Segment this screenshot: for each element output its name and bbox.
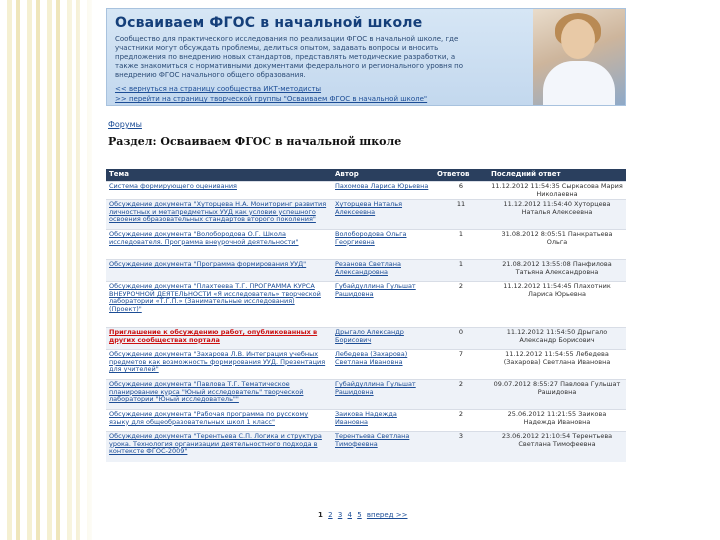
- last-reply-info: 11.12.2012 11:54:50 Дрыгало Александр Борисович: [506, 328, 608, 344]
- replies-count: 6: [458, 182, 464, 190]
- author-cell: [332, 380, 434, 410]
- photo-face: [561, 19, 595, 59]
- replies-count: 11: [456, 200, 466, 209]
- author-cell: [332, 432, 434, 462]
- author-cell: [332, 350, 434, 380]
- group-page-link[interactable]: >> перейти на страницу творческой группы "Осваиваем ФГОС в начальной школе": [115, 95, 428, 103]
- topic-link[interactable]: Обсуждение документа "Рабочая программа по русскому языку для общеобразовательных школ 1 класс": [109, 410, 309, 426]
- topic-link[interactable]: Обсуждение документа "Волобородова О.Г. Школа исследователя. Программа внеурочной деятельности": [109, 230, 299, 246]
- header-topic: Тема: [106, 169, 332, 182]
- community-banner: [106, 8, 626, 106]
- replies-cell: [434, 328, 488, 350]
- author-link[interactable]: Терентьева Светлана Тимофеевна: [335, 432, 410, 448]
- banner-description: Сообщество для практического исследования по реализации ФГОС в начальной школе, где участники могут обсуждать проблемы, делиться опытом, задавать вопросы и вносить предложения по внедрению новых стандартов, представлять методические разработки, а также знакомиться с нормативными документами федерального и регионального уровня по внедрению ФГОС начального общего образования.: [115, 35, 464, 79]
- topic-cell: [106, 328, 332, 350]
- topic-link[interactable]: Обсуждение документа "Хуторцева Н.А. Мониторинг развития личностных и метапредметных УУД как условие успешного освоения образовательных стандартов второго поколения": [109, 200, 327, 224]
- topic-cell: [106, 432, 332, 462]
- topic-cell: [106, 182, 332, 200]
- topic-link[interactable]: Обсуждение документа "Павлова Т.Г. Тематическое планирование курса "Юный исследователь" творческой лаборатории "Юный исследователь"": [109, 380, 304, 404]
- pagination: [318, 511, 410, 519]
- table-row: [106, 200, 626, 230]
- last-reply-cell: [488, 410, 626, 432]
- table-row: [106, 182, 626, 200]
- replies-count: 0: [458, 328, 464, 337]
- replies-cell: [434, 200, 488, 230]
- author-link[interactable]: Хуторцева Наталья Алексеевна: [335, 200, 403, 216]
- author-link[interactable]: Губайдуллина Гульшат Рашидовна: [335, 380, 416, 396]
- table-row: [106, 350, 626, 380]
- section-title: Раздел: Осваиваем ФГОС в начальной школе: [108, 135, 402, 148]
- header-author: Автор: [332, 169, 434, 182]
- author-link[interactable]: Дрыгало Александр Борисович: [335, 328, 404, 344]
- replies-count: 1: [458, 260, 464, 269]
- last-reply-cell: [488, 328, 626, 350]
- topic-link[interactable]: Система формирующего оценивания: [109, 182, 237, 190]
- table-row: [106, 230, 626, 260]
- topic-cell: [106, 282, 332, 328]
- author-cell: [332, 282, 434, 328]
- table-row: [106, 328, 626, 350]
- last-reply-cell: [488, 200, 626, 230]
- table-header-row: [106, 169, 626, 182]
- replies-count: 2: [458, 282, 464, 291]
- topic-cell: [106, 380, 332, 410]
- last-reply-info: 11.12.2012 11:54:35 Сыркасова Мария Николаевна: [491, 182, 623, 198]
- author-link[interactable]: Резанова Светлана Александровна: [335, 260, 401, 276]
- author-cell: [332, 182, 434, 200]
- author-link[interactable]: Волобородова Ольга Георгиевна: [335, 230, 407, 246]
- last-reply-info: 09.07.2012 8:55:27 Павлова Гульшат Рашидовна: [493, 380, 621, 396]
- replies-count: 2: [458, 410, 464, 419]
- last-reply-info: 23.06.2012 21:10:54 Терентьева Светлана Тимофеевна: [501, 432, 613, 448]
- author-link[interactable]: Губайдуллина Гульшат Рашидовна: [335, 282, 416, 298]
- page-current: 1: [318, 511, 323, 519]
- replies-count: 3: [458, 432, 464, 441]
- banner-title: Осваиваем ФГОС в начальной школе: [115, 15, 423, 31]
- replies-count: 1: [458, 230, 464, 239]
- table-row: [106, 380, 626, 410]
- forums-link[interactable]: Форумы: [108, 120, 142, 129]
- topic-link[interactable]: Обсуждение документа "Захарова Л.В. Интеграция учебных предметов как возможность формирования УУД. Презентация для учителей": [109, 350, 326, 374]
- author-cell: [332, 200, 434, 230]
- replies-cell: [434, 350, 488, 380]
- banner-photo: [533, 9, 625, 105]
- topic-link[interactable]: Приглашение к обсуждению работ, опубликованных в других сообществах портала: [109, 328, 318, 344]
- table-row: [106, 260, 626, 282]
- last-reply-cell: [488, 182, 626, 200]
- photo-shirt: [543, 61, 615, 106]
- table-row: [106, 432, 626, 462]
- topic-cell: [106, 350, 332, 380]
- last-reply-cell: [488, 282, 626, 328]
- topic-link[interactable]: Обсуждение документа "Плахтеева Т.Г. ПРОГРАММА КУРСА ВНЕУРОЧНОЙ ДЕЯТЕЛЬНОСТИ «Я исследователь» творческой лаборатории «Т.Г.П.» (Занимательные исследования) (Проект)": [109, 282, 321, 313]
- replies-count: 2: [458, 380, 464, 389]
- author-link[interactable]: Заикова Надежда Ивановна: [335, 410, 397, 426]
- last-reply-info: 11.12.2012 11:54:45 Плахотник Лариса Юрьевна: [503, 282, 611, 298]
- replies-cell: [434, 410, 488, 432]
- author-cell: [332, 230, 434, 260]
- table-row: [106, 282, 626, 328]
- replies-cell: [434, 432, 488, 462]
- last-reply-cell: [488, 230, 626, 260]
- replies-cell: [434, 260, 488, 282]
- header-last-reply: Последний ответ: [488, 169, 626, 182]
- page-link[interactable]: 5: [357, 511, 362, 519]
- author-cell: [332, 410, 434, 432]
- forum-topics-table: [106, 169, 626, 462]
- last-reply-cell: [488, 260, 626, 282]
- topic-cell: [106, 260, 332, 282]
- replies-cell: [434, 230, 488, 260]
- last-reply-info: 11.12.2012 11:54:40 Хуторцева Наталья Алексеевна: [503, 200, 611, 216]
- topic-link[interactable]: Обсуждение документа "Терентьева С.П. Логика и структура урока. Технология организации деятельностного подхода в контексте ФГОС-2009": [109, 432, 322, 456]
- page-content: [106, 8, 626, 538]
- page-link[interactable]: 3: [337, 511, 343, 519]
- last-reply-cell: [488, 432, 626, 462]
- last-reply-info: 25.06.2012 11:21:55 Заикова Надежда Ивановна: [507, 410, 607, 426]
- topic-link[interactable]: Обсуждение документа "Программа формирования УУД": [109, 260, 307, 269]
- table-row: [106, 410, 626, 432]
- last-reply-cell: [488, 350, 626, 380]
- replies-cell: [434, 182, 488, 200]
- replies-cell: [434, 282, 488, 328]
- replies-cell: [434, 380, 488, 410]
- next-page-link[interactable]: вперед >>: [366, 511, 408, 519]
- last-reply-info: 11.12.2012 11:54:55 Лебедева (Захарова) Светлана Ивановна: [503, 350, 611, 366]
- last-reply-cell: [488, 380, 626, 410]
- header-replies: Ответов: [434, 169, 488, 182]
- author-cell: [332, 328, 434, 350]
- last-reply-info: 21.08.2012 13:55:08 Панфилова Татьяна Александровна: [502, 260, 612, 276]
- page-link[interactable]: 4: [347, 511, 352, 519]
- author-link[interactable]: Лебедева (Захарова) Светлана Ивановна: [335, 350, 408, 366]
- author-link[interactable]: Пахомова Лариса Юрьевна: [335, 182, 429, 190]
- page-link[interactable]: 2: [328, 511, 333, 519]
- topic-cell: [106, 200, 332, 230]
- topic-cell: [106, 410, 332, 432]
- last-reply-info: 31.08.2012 8:05:51 Панкратьева Ольга: [501, 230, 613, 246]
- back-to-community-link[interactable]: << вернуться на страницу сообщества ИКТ-методисты: [115, 85, 322, 93]
- decorative-fade: [60, 0, 100, 540]
- topic-cell: [106, 230, 332, 260]
- author-cell: [332, 260, 434, 282]
- replies-count: 7: [458, 350, 464, 359]
